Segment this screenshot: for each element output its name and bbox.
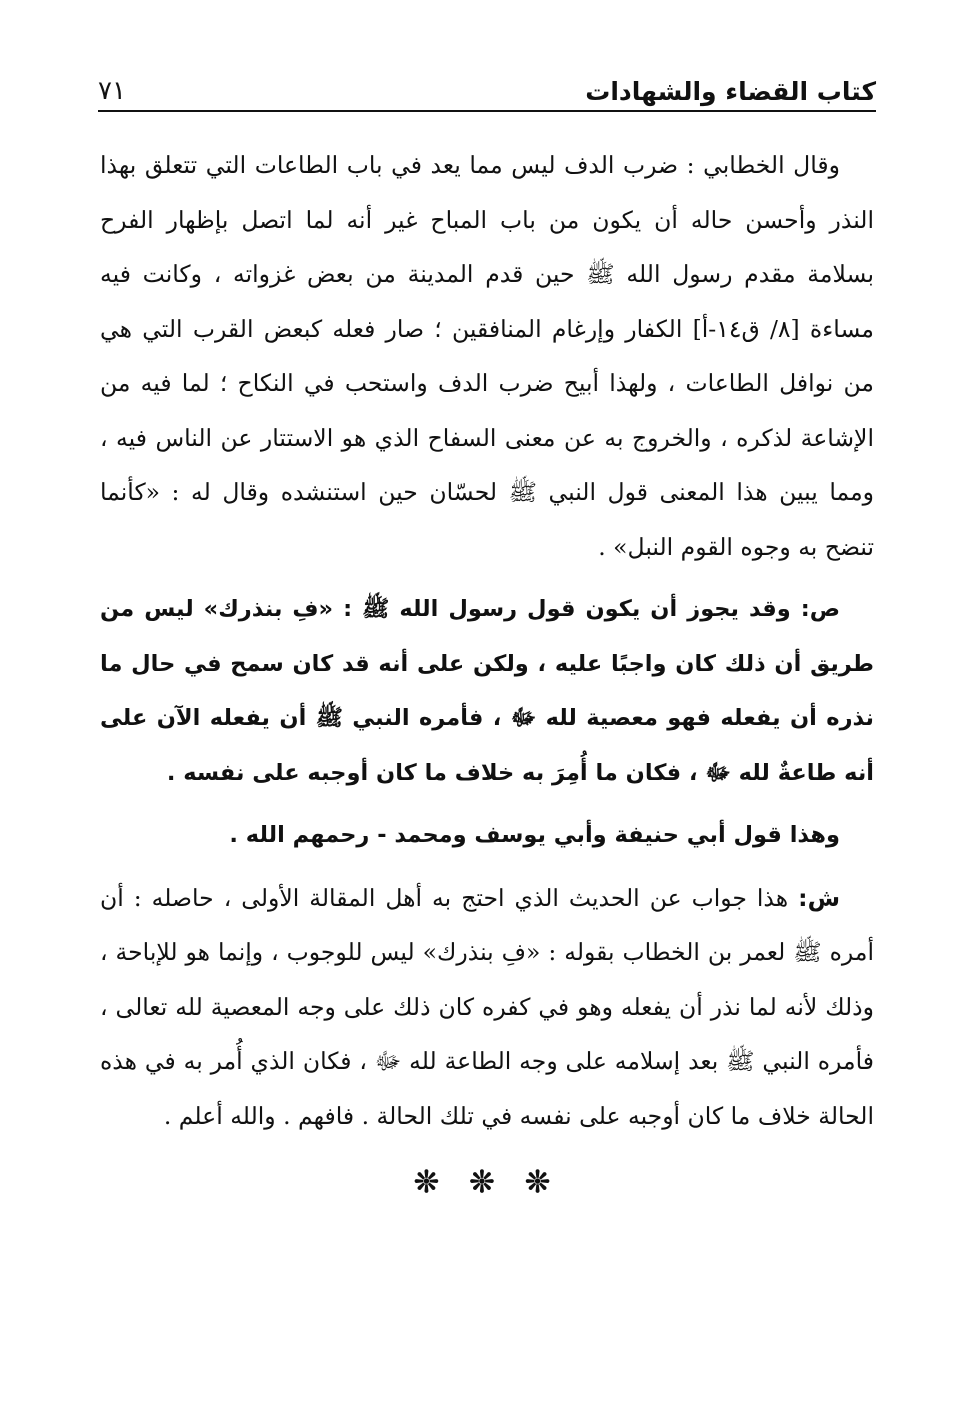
page-header <box>98 64 876 112</box>
page-body <box>100 138 874 1200</box>
matn-text: وقد يجوز أن يكون قول رسول الله ﷺ : «فِ بنذرك» ليس من طريق أن ذلك كان واجبًا عليه ، ولكن على أنه قد كان سمح في حال ما نذره أن يفعله فهو معصية لله ﷻ ، فأمره النبي ﷺ أن يفعله الآن على أنه طاعةٌ لله ﷻ ، فكان ما أُمِرَ به خلاف ما كان أوجبه على نفسه . <box>100 596 874 786</box>
sharh-label: ش: <box>798 883 840 912</box>
paragraph-matn <box>100 582 874 800</box>
page-number: ٧١ <box>98 76 126 106</box>
running-title: كتاب القضاء والشهادات <box>585 77 876 106</box>
section-separator: ❊ ❊ ❊ <box>413 1165 561 1200</box>
matn-label: ص: <box>800 596 840 622</box>
paragraph-khattabi-quote: وقال الخطابي : ضرب الدف ليس مما يعد في باب الطاعات التي تتعلق بهذا النذر وأحسن حاله أن يكون من باب المباح غير أنه لما اتصل بإظهار الفرح بسلامة مقدم رسول الله ﷺ حين قدم المدينة من بعض غزواته ، وكانت فيه مساءة [٨/ ق١٤-أ] الكفار وإرغام المنافقين ؛ صار فعله كبعض القرب التي هي من نوافل الطاعات ، ولهذا أبيح ضرب الدف واستحب في النكاح ؛ لما فيه من الإشاعة لذكره ، والخروج به عن معنى السفاح الذي هو الاستتار عن الناس فيه ، ومما يبين هذا المعنى قول النبي ﷺ لحسّان حين استنشده وقال له : «كأنما تنضح به وجوه القوم النبل» . <box>100 151 874 561</box>
paragraph-scholars-opinion: وهذا قول أبي حنيفة وأبي يوسف ومحمد - رحمهم الله . <box>229 822 840 848</box>
sharh-text: هذا جواب عن الحديث الذي احتج به أهل المقالة الأولى ، حاصله : أن أمره ﷺ لعمر بن الخطاب بقوله : «فِ بنذرك» ليس للوجوب ، وإنما هو للإباحة ، وذلك لأنه لما نذر أن يفعله وهو في كفره كان ذلك على وجه المعصية لله تعالى ، فأمره النبي ﷺ بعد إسلامه على وجه الطاعة لله ﷻ ، فكان الذي أُمر به في هذه الحالة خلاف ما كان أوجبه على نفسه في تلك الحالة . فافهم . والله أعلم . <box>100 883 874 1130</box>
paragraph-sharh <box>100 871 874 1144</box>
